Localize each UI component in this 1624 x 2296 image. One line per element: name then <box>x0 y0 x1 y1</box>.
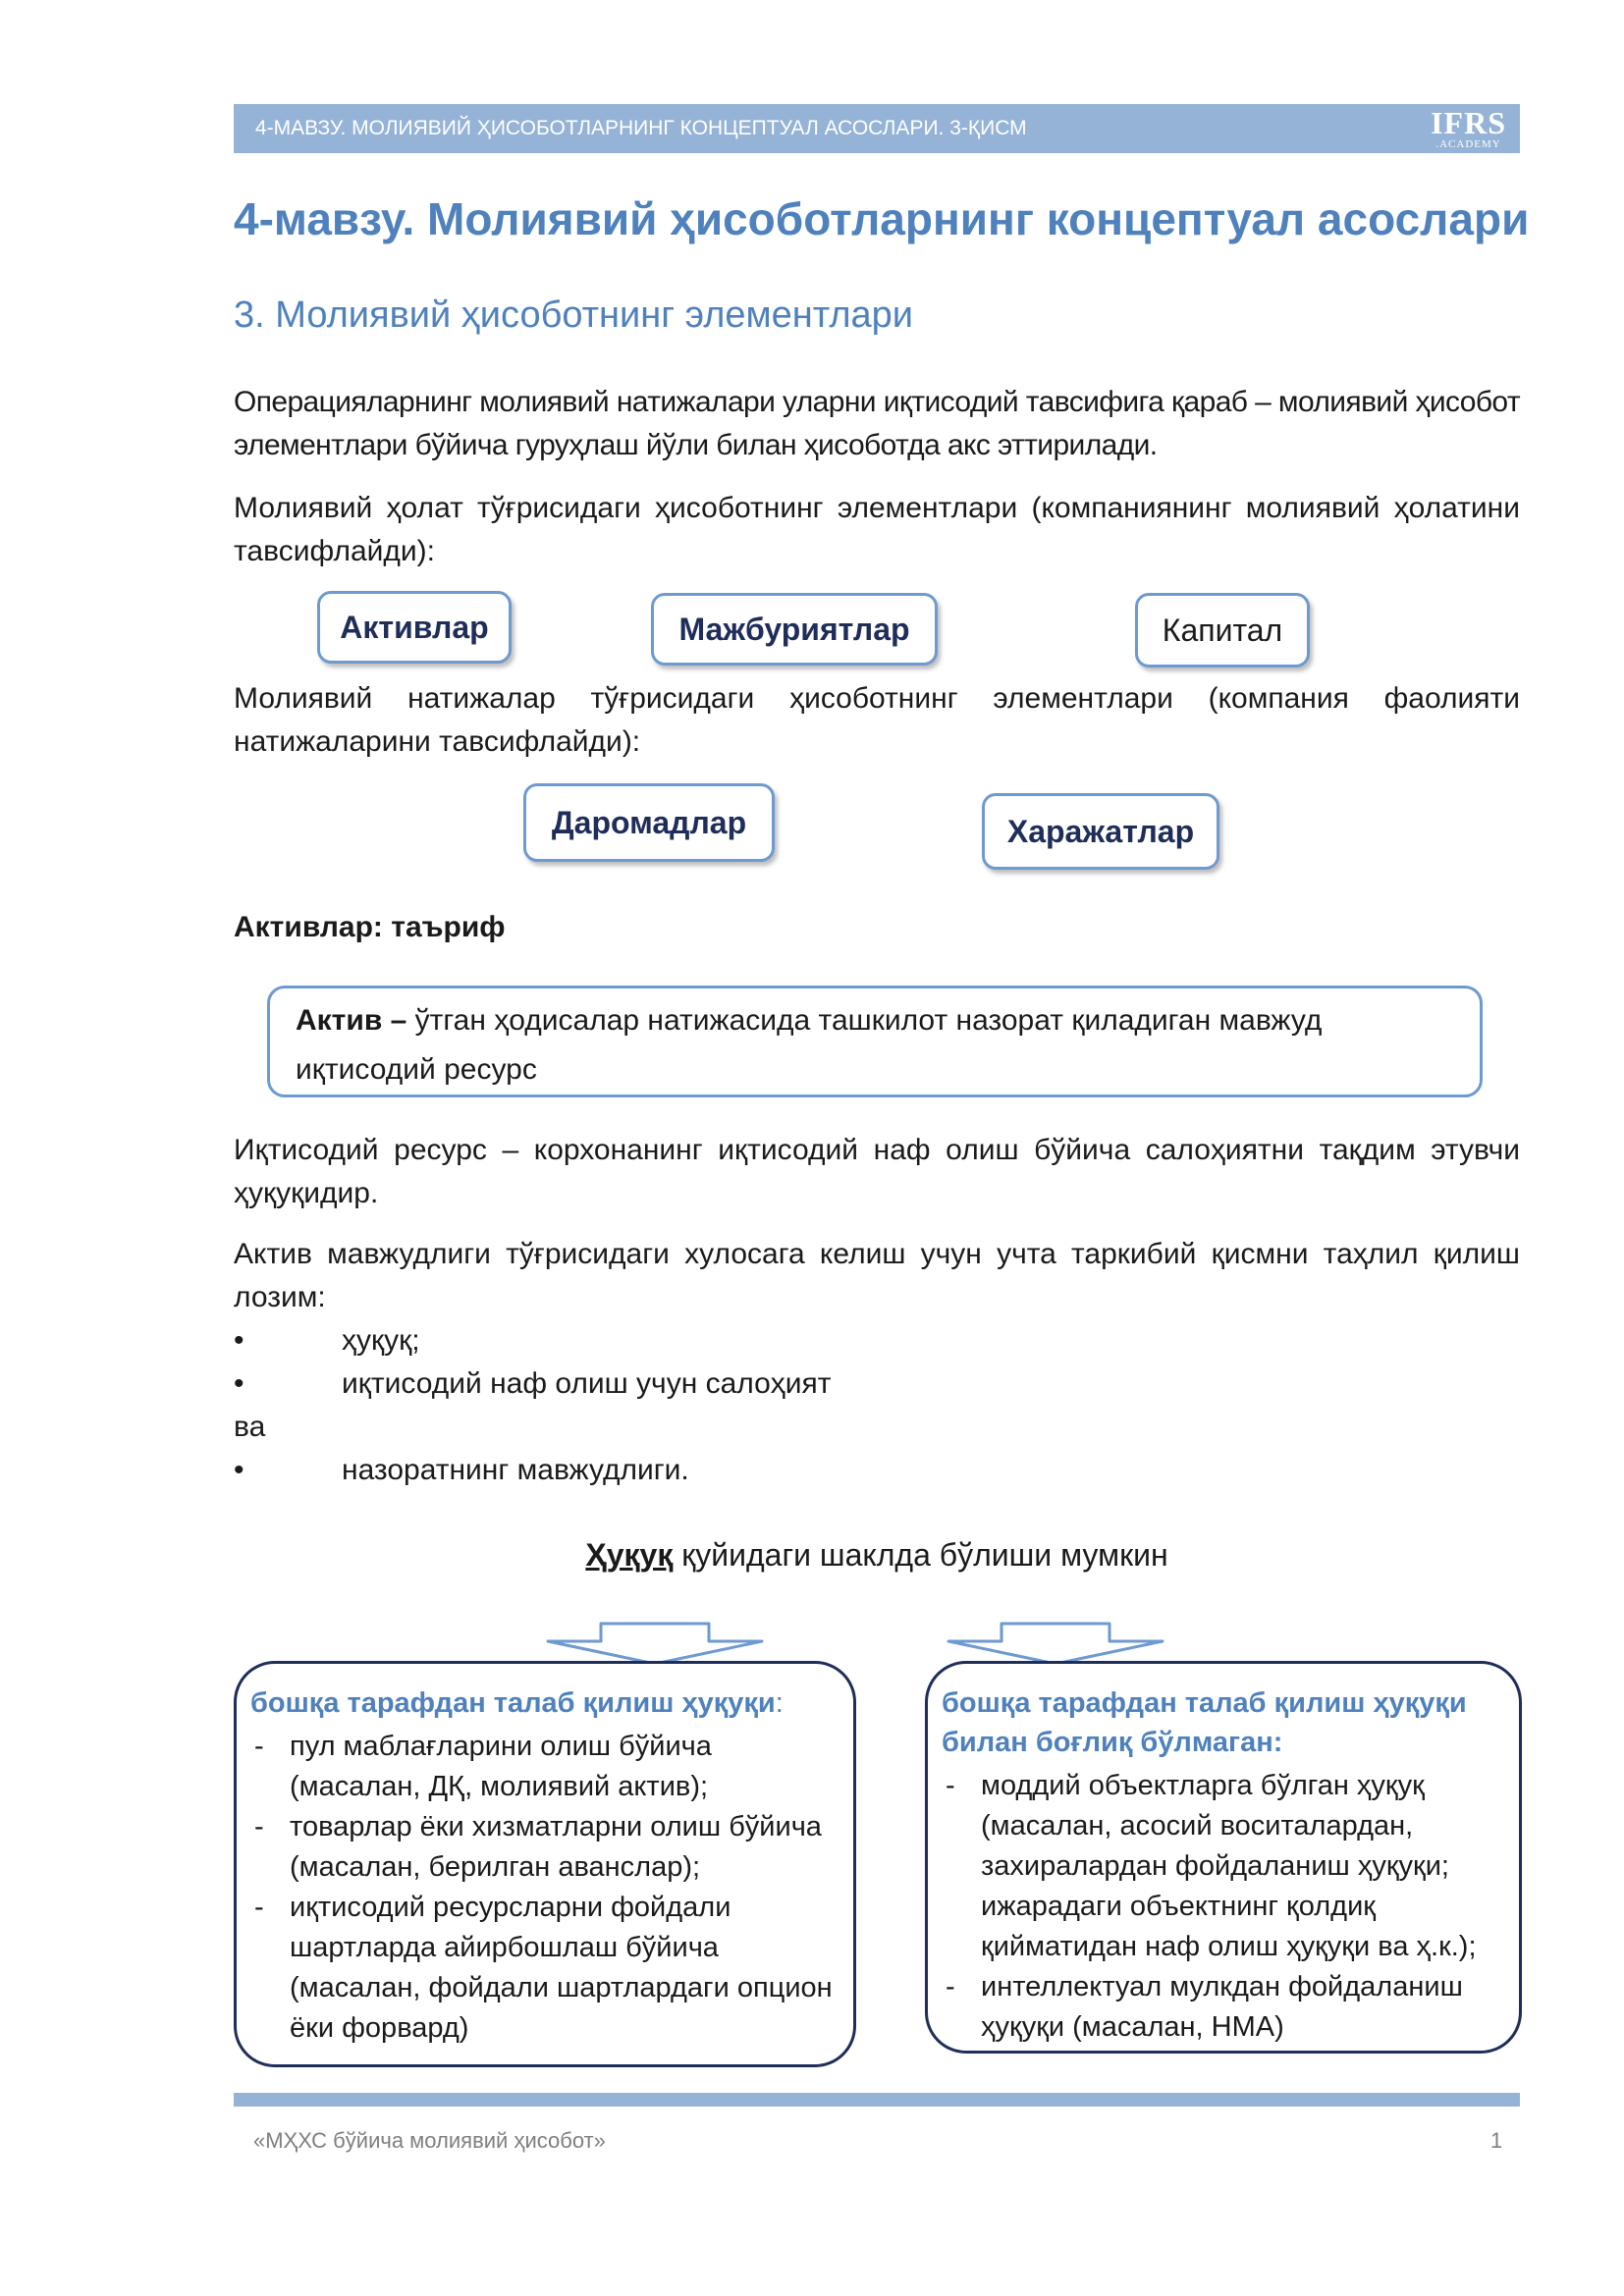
definition-text: ўтган ҳодисалар натижасида ташкилот назорат қиладиган мавжуд иқтисодий ресурс <box>296 1004 1323 1086</box>
logo-sub-text: .ACADEMY <box>1435 138 1501 150</box>
list-item: - интеллектуал мулкдан фойдаланиш ҳуқуқи (масалан, НМА) <box>942 1967 1503 2048</box>
rights-claim-list <box>250 1727 838 2049</box>
rights-line-rest: қуйидаги шаклда бўлиши мумкин <box>673 1537 1168 1573</box>
paragraph-economic-resource: Иқтисодий ресурс – корхонанинг иқтисодий наф олиш бўйича салоҳиятни тақдим этувчи ҳуқуқидир. <box>234 1134 1520 1209</box>
paragraph-position-elements: Молиявий ҳолат тўғрисидаги ҳисоботнинг элементлари (компаниянинг молиявий ҳолатини тавсифлайди): <box>234 492 1520 567</box>
list-item-text: иқтисодий наф олиш учун салоҳият <box>342 1367 832 1400</box>
paragraph-asset-components: Актив мавжудлиги тўғрисидаги хулосага келиш учун учта таркибий қисмни таҳлил қилиш лозим: <box>234 1238 1520 1313</box>
list-item-text: ҳуқуқ; <box>342 1324 420 1357</box>
bullet-marker: • <box>234 1454 244 1486</box>
page-number: 1 <box>1490 2128 1503 2153</box>
element-box-expenses: Харажатлар <box>982 793 1219 870</box>
list-item: - товарлар ёки хизматларни олиш бўйича (масалан, берилган аванслар); <box>250 1807 838 1888</box>
page-footer-bar <box>234 2093 1520 2107</box>
element-box-assets: Активлар <box>317 591 512 664</box>
asset-definition-box <box>267 986 1483 1097</box>
header-text: 4-МАВЗУ. МОЛИЯВИЙ ҲИСОБОТЛАРНИНГ КОНЦЕПТУАЛ АСОСЛАРИ. 3-ҚИСМ <box>255 117 1027 139</box>
logo-main-text: IFRS <box>1431 105 1506 140</box>
rights-claim-heading-text: бошқа тарафдан талаб қилиш ҳуқуқи <box>250 1687 776 1719</box>
bullet-marker: • <box>234 1367 244 1400</box>
rights-non-claim-box <box>925 1661 1522 2054</box>
list-item: - пул маблағларини олиш бўйича (масалан, ДҚ, молиявий актив); <box>250 1727 838 1807</box>
page-header-bar <box>234 104 1520 153</box>
bullet-marker: • <box>234 1324 244 1357</box>
list-item: - иқтисодий ресурсларни фойдали шартларда айирбошлаш бўйича (масалан, фойдали шартлардаги опцион ёки форвард) <box>250 1888 838 2049</box>
rights-bold-word: Ҳуқуқ <box>585 1537 674 1573</box>
section-subtitle: 3. Молиявий ҳисоботнинг элементлари <box>234 294 914 336</box>
paragraph-intro: Операцияларнинг молиявий натижалари уларни иқтисодий тавсифига қараб – молиявий ҳисобот элементлари бўйича гуруҳлаш йўли билан ҳисоботда акс эттирилади. <box>234 386 1520 461</box>
list-item-text: назоратнинг мавжудлиги. <box>342 1454 689 1486</box>
rights-claim-heading-colon: : <box>775 1687 784 1719</box>
element-box-liabilities: Мажбуриятлар <box>651 593 938 666</box>
page-title: 4-мавзу. Молиявий ҳисоботларнинг концептуал асослари <box>234 193 1530 244</box>
assets-definition-heading: Активлар: таъриф <box>234 911 506 943</box>
ifrs-academy-logo <box>1431 107 1506 150</box>
list-connector <box>234 1406 265 1449</box>
rights-forms-line <box>234 1537 1520 1574</box>
rights-non-claim-heading: бошқа тарафдан талаб қилиш ҳуқуқи билан боғлиқ бўлмаган: <box>942 1687 1467 1758</box>
list-item: - моддий объектларга бўлган ҳуқуқ (масалан, асосий воситалардан, захиралардан фойдаланиш ҳуқуқи; ижарадаги объектнинг қолдиқ қийматидан наф олиш ҳуқуқи ва ҳ.к.); <box>942 1766 1503 1967</box>
element-box-equity: Капитал <box>1135 593 1310 667</box>
rights-non-claim-list <box>942 1766 1503 2048</box>
definition-term: Актив – <box>296 1004 407 1037</box>
paragraph-result-elements: Молиявий натижалар тўғрисидаги ҳисоботнинг элементлари (компания фаолияти натижаларини тавсифлайди): <box>234 682 1520 758</box>
element-box-income: Даромадлар <box>523 783 775 862</box>
connector-text: ва <box>234 1411 266 1443</box>
rights-claim-heading <box>250 1683 838 1723</box>
rights-claim-box <box>234 1661 856 2067</box>
footer-text: «МҲХС бўйича молиявий ҳисобот» <box>253 2128 606 2153</box>
